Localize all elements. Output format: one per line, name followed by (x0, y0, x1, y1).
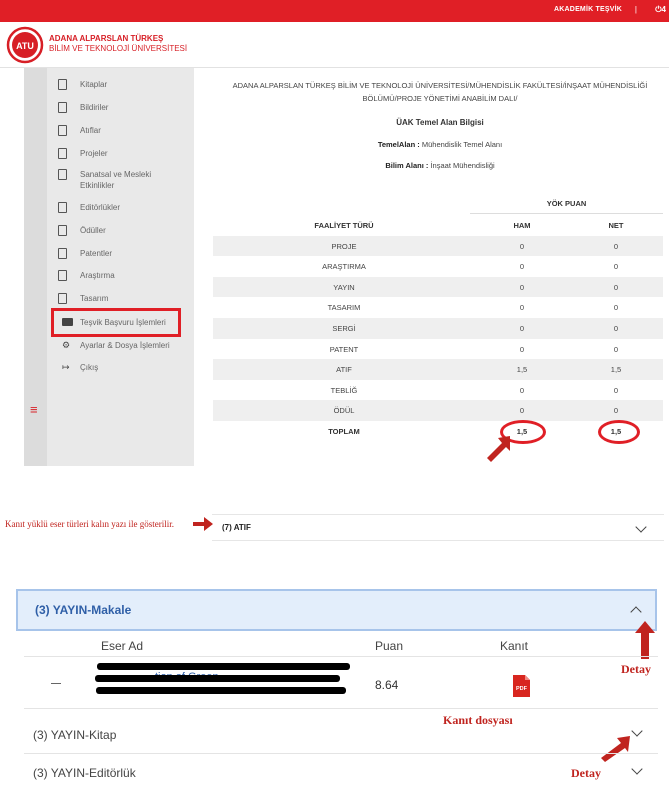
id-card-icon (62, 318, 73, 326)
top-bar (0, 0, 669, 22)
row-name: YAYIN (333, 282, 355, 292)
academic-incentive-link[interactable]: AKADEMİK TEŞVİK (554, 6, 622, 13)
arrow-right-icon (193, 517, 213, 531)
col-eser-ad: Eser Ad (101, 639, 144, 653)
sidebar-item-label: Çıkış (80, 363, 99, 372)
sidebar-item-label: Atıflar (80, 126, 101, 135)
yok-puan-header: YÖK PUAN (470, 194, 663, 214)
sidebar-item-label: Sanatsal ve Mesleki (80, 170, 152, 179)
chevron-up-icon[interactable] (630, 606, 641, 617)
logo-text: ATU (16, 41, 34, 51)
arrow-icon (598, 734, 632, 764)
table-total-row (213, 421, 663, 442)
accordion-title: (3) YAYIN-Makale (35, 603, 132, 617)
table-row (213, 256, 663, 277)
redaction-bar (97, 663, 350, 670)
table-row (213, 318, 663, 339)
row-ham: 0 (519, 406, 525, 416)
org-line1: ADANA ALPARSLAN TÜRKEŞ BİLİM VE TEKNOLOJİ ÜNİVERSİTESİ/MÜHENDİSLİK FAKÜLTESİ/İNŞAAT MÜHENDİSLİĞİ (232, 81, 648, 90)
chevron-down-icon[interactable] (631, 725, 642, 736)
sidebar-item-label: Projeler (80, 149, 108, 158)
row-ham: 0 (519, 262, 525, 272)
sidebar-item-label: Ödüller (80, 226, 106, 235)
university-name-line1: ADANA ALPARSLAN TÜRKEŞ (49, 34, 164, 43)
temel-alan-value: Mühendislik Temel Alanı (421, 140, 503, 149)
row-ham: 0 (519, 282, 525, 292)
table-row (213, 380, 663, 401)
row-net: 0 (613, 303, 619, 313)
work-score: 8.64 (375, 678, 399, 692)
table-row (213, 297, 663, 318)
chevron-down-icon[interactable] (631, 763, 642, 774)
table-row (213, 236, 663, 257)
gear-icon: ⚙ (62, 340, 71, 350)
accordion-editorluk-label: (3) YAYIN-Editörlük (33, 766, 136, 780)
sidebar (24, 68, 194, 466)
document-icon (58, 125, 67, 136)
arrow-up-icon (635, 621, 655, 659)
sidebar-item-label: Tasarım (80, 294, 109, 303)
kanit-dosyasi-callout: Kanıt dosyası (443, 713, 513, 727)
document-icon (58, 293, 67, 304)
pdf-label: PDF (516, 686, 527, 692)
row-name: ATIF (336, 365, 352, 375)
row-ham: 0 (519, 303, 525, 313)
document-icon (58, 225, 67, 236)
row-name: TASARIM (327, 303, 361, 313)
bilim-alan-value: İnşaat Mühendisliği (430, 161, 495, 170)
col-net-header: NET (608, 221, 624, 230)
row-name: SERGİ (332, 324, 356, 333)
row-ham: 0 (519, 385, 525, 395)
organization-path (215, 79, 665, 105)
total-net: 1,5 (610, 427, 622, 436)
row-ham: 0 (519, 344, 525, 354)
document-icon (58, 148, 67, 159)
document-icon (58, 202, 67, 213)
university-logo[interactable] (6, 26, 44, 64)
sidebar-item-label: Kitaplar (80, 80, 108, 89)
divider (24, 753, 658, 754)
accordion-kitap-label: (3) YAYIN-Kitap (33, 728, 117, 742)
divider (24, 656, 658, 657)
university-name-line2: BİLİM VE TEKNOLOJİ ÜNİVERSİTESİ (49, 44, 188, 53)
accordion-atif-label: (7) ATIF (222, 523, 251, 532)
sidebar-item-label: Bildiriler (80, 103, 109, 112)
uak-title: ÜAK Temel Alan Bilgisi (396, 118, 484, 127)
divider (24, 708, 658, 709)
net-total-highlight (598, 420, 640, 444)
sidebar-item-label-line2: Etkinlikler (80, 181, 115, 190)
bilim-alan-label: Bilim Alanı : (385, 161, 429, 170)
expand-icon[interactable] (51, 683, 61, 684)
table-header-row (213, 215, 663, 236)
col-ham-header: HAM (513, 221, 531, 230)
detay-callout-2: Detay (571, 766, 601, 780)
table-row (213, 277, 663, 298)
row-name: TEBLİĞ (330, 385, 358, 395)
accordion-yayin-makale[interactable] (16, 589, 657, 631)
sidebar-item-label: Ayarlar & Dosya İşlemleri (80, 341, 170, 350)
table-row (213, 400, 663, 421)
temel-alan (215, 140, 665, 149)
redaction-bar (96, 687, 346, 694)
table-row (213, 359, 663, 380)
col-kanit: Kanıt (500, 639, 529, 653)
row-name: PROJE (331, 241, 357, 251)
sidebar-item-label: Araştırma (80, 271, 115, 280)
hamburger-menu-icon[interactable]: ≡ (30, 402, 38, 417)
document-icon (58, 248, 67, 259)
detay-callout-1: Detay (621, 662, 651, 676)
temel-alan-label: TemelAlan : (377, 140, 420, 149)
row-net: 0 (613, 406, 619, 416)
chevron-down-icon[interactable] (635, 521, 646, 532)
row-net: 0 (613, 324, 619, 333)
document-icon (58, 102, 67, 113)
col-activity-header: FAALİYET TÜRÜ (314, 221, 374, 230)
row-name: ARAŞTIRMA (322, 262, 366, 272)
row-ham: 1,5 (516, 365, 528, 375)
row-net: 0 (613, 344, 619, 354)
accordion-atif[interactable] (212, 514, 664, 541)
row-net: 1,5 (610, 365, 622, 375)
power-icon[interactable]: ⏻4 (655, 5, 666, 14)
row-name: PATENT (329, 344, 359, 354)
bilim-alan (215, 161, 665, 170)
document-icon (58, 79, 67, 90)
row-ham: 0 (519, 324, 525, 333)
topbar-separator: | (634, 5, 637, 14)
document-icon (58, 169, 67, 180)
col-puan: Puan (375, 639, 404, 653)
document-icon (58, 270, 67, 281)
row-net: 0 (613, 262, 619, 272)
logout-icon: ↦ (62, 362, 70, 372)
sidebar-item-label: Patentler (80, 249, 113, 258)
row-name: ÖDÜL (333, 406, 355, 416)
total-ham: 1,5 (516, 427, 528, 436)
pdf-file-icon[interactable] (512, 674, 531, 698)
row-ham: 0 (519, 241, 525, 251)
org-line2: BÖLÜMÜ/PROJE YÖNETİMİ ANABİLİM DALI/ (362, 94, 518, 103)
arrow-icon (484, 434, 514, 464)
row-net: 0 (613, 385, 619, 395)
row-net: 0 (613, 241, 619, 251)
total-name: TOPLAM (328, 427, 360, 436)
evidence-note: Kanıt yüklü eser türleri kalın yazı ile gösterilir. (5, 519, 174, 529)
sidebar-item-label: Editörlükler (80, 203, 121, 212)
sidebar-item-label: Teşvik Başvuru İşlemleri (80, 318, 166, 327)
table-row (213, 339, 663, 360)
brand-header (0, 22, 669, 68)
row-net: 0 (613, 282, 619, 292)
redaction-bar (95, 675, 340, 682)
